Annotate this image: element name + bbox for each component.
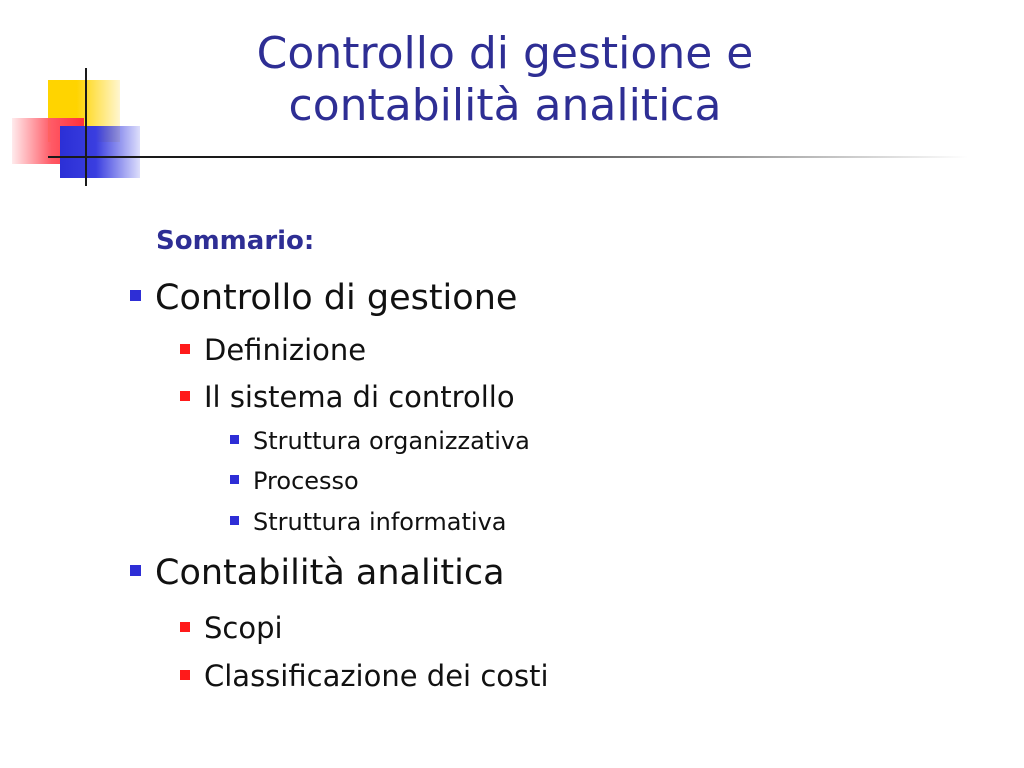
bullet-item-controllo-di-gestione [130, 278, 517, 318]
bullet-item-contabilita-analitica [130, 553, 505, 593]
bullet-item-processo [230, 467, 359, 495]
square-bullet-icon [230, 475, 239, 484]
bullet-text: Struttura organizzativa [253, 427, 530, 455]
bullet-text: Processo [253, 467, 359, 495]
vertical-rule [85, 68, 87, 186]
square-bullet-icon [130, 565, 141, 576]
summary-heading: Sommario: [156, 226, 315, 256]
slide-title-line-1: Controllo di gestione e [256, 28, 754, 79]
bullet-text: Definizione [204, 333, 367, 367]
bullet-item-struttura-organizzativa [230, 427, 530, 455]
bullet-text: Classificazione dei costi [204, 659, 549, 693]
square-bullet-icon [180, 344, 190, 354]
bullet-text: Struttura informativa [253, 508, 507, 536]
bullet-item-classificazione-dei-costi [180, 659, 549, 693]
bullet-item-il-sistema-di-controllo [180, 380, 515, 414]
blue-square-shape [60, 126, 140, 178]
square-bullet-icon [180, 622, 190, 632]
slide-title-line-2: contabilità analitica [288, 80, 722, 131]
bullet-item-struttura-informativa [230, 508, 507, 536]
bullet-text: Il sistema di controllo [204, 380, 515, 414]
slide-title [180, 28, 830, 132]
bullet-text: Scopi [204, 611, 283, 645]
square-bullet-icon [130, 290, 141, 301]
title-underline-rule [48, 156, 968, 158]
bullet-item-definizione [180, 333, 366, 367]
bullet-text: Contabilità analitica [155, 553, 505, 593]
square-bullet-icon [230, 435, 239, 444]
square-bullet-icon [180, 670, 190, 680]
square-bullet-icon [180, 391, 190, 401]
bullet-text: Controllo di gestione [155, 278, 518, 318]
decorative-corner-graphic [0, 0, 160, 200]
bullet-item-scopi [180, 611, 283, 645]
square-bullet-icon [230, 516, 239, 525]
